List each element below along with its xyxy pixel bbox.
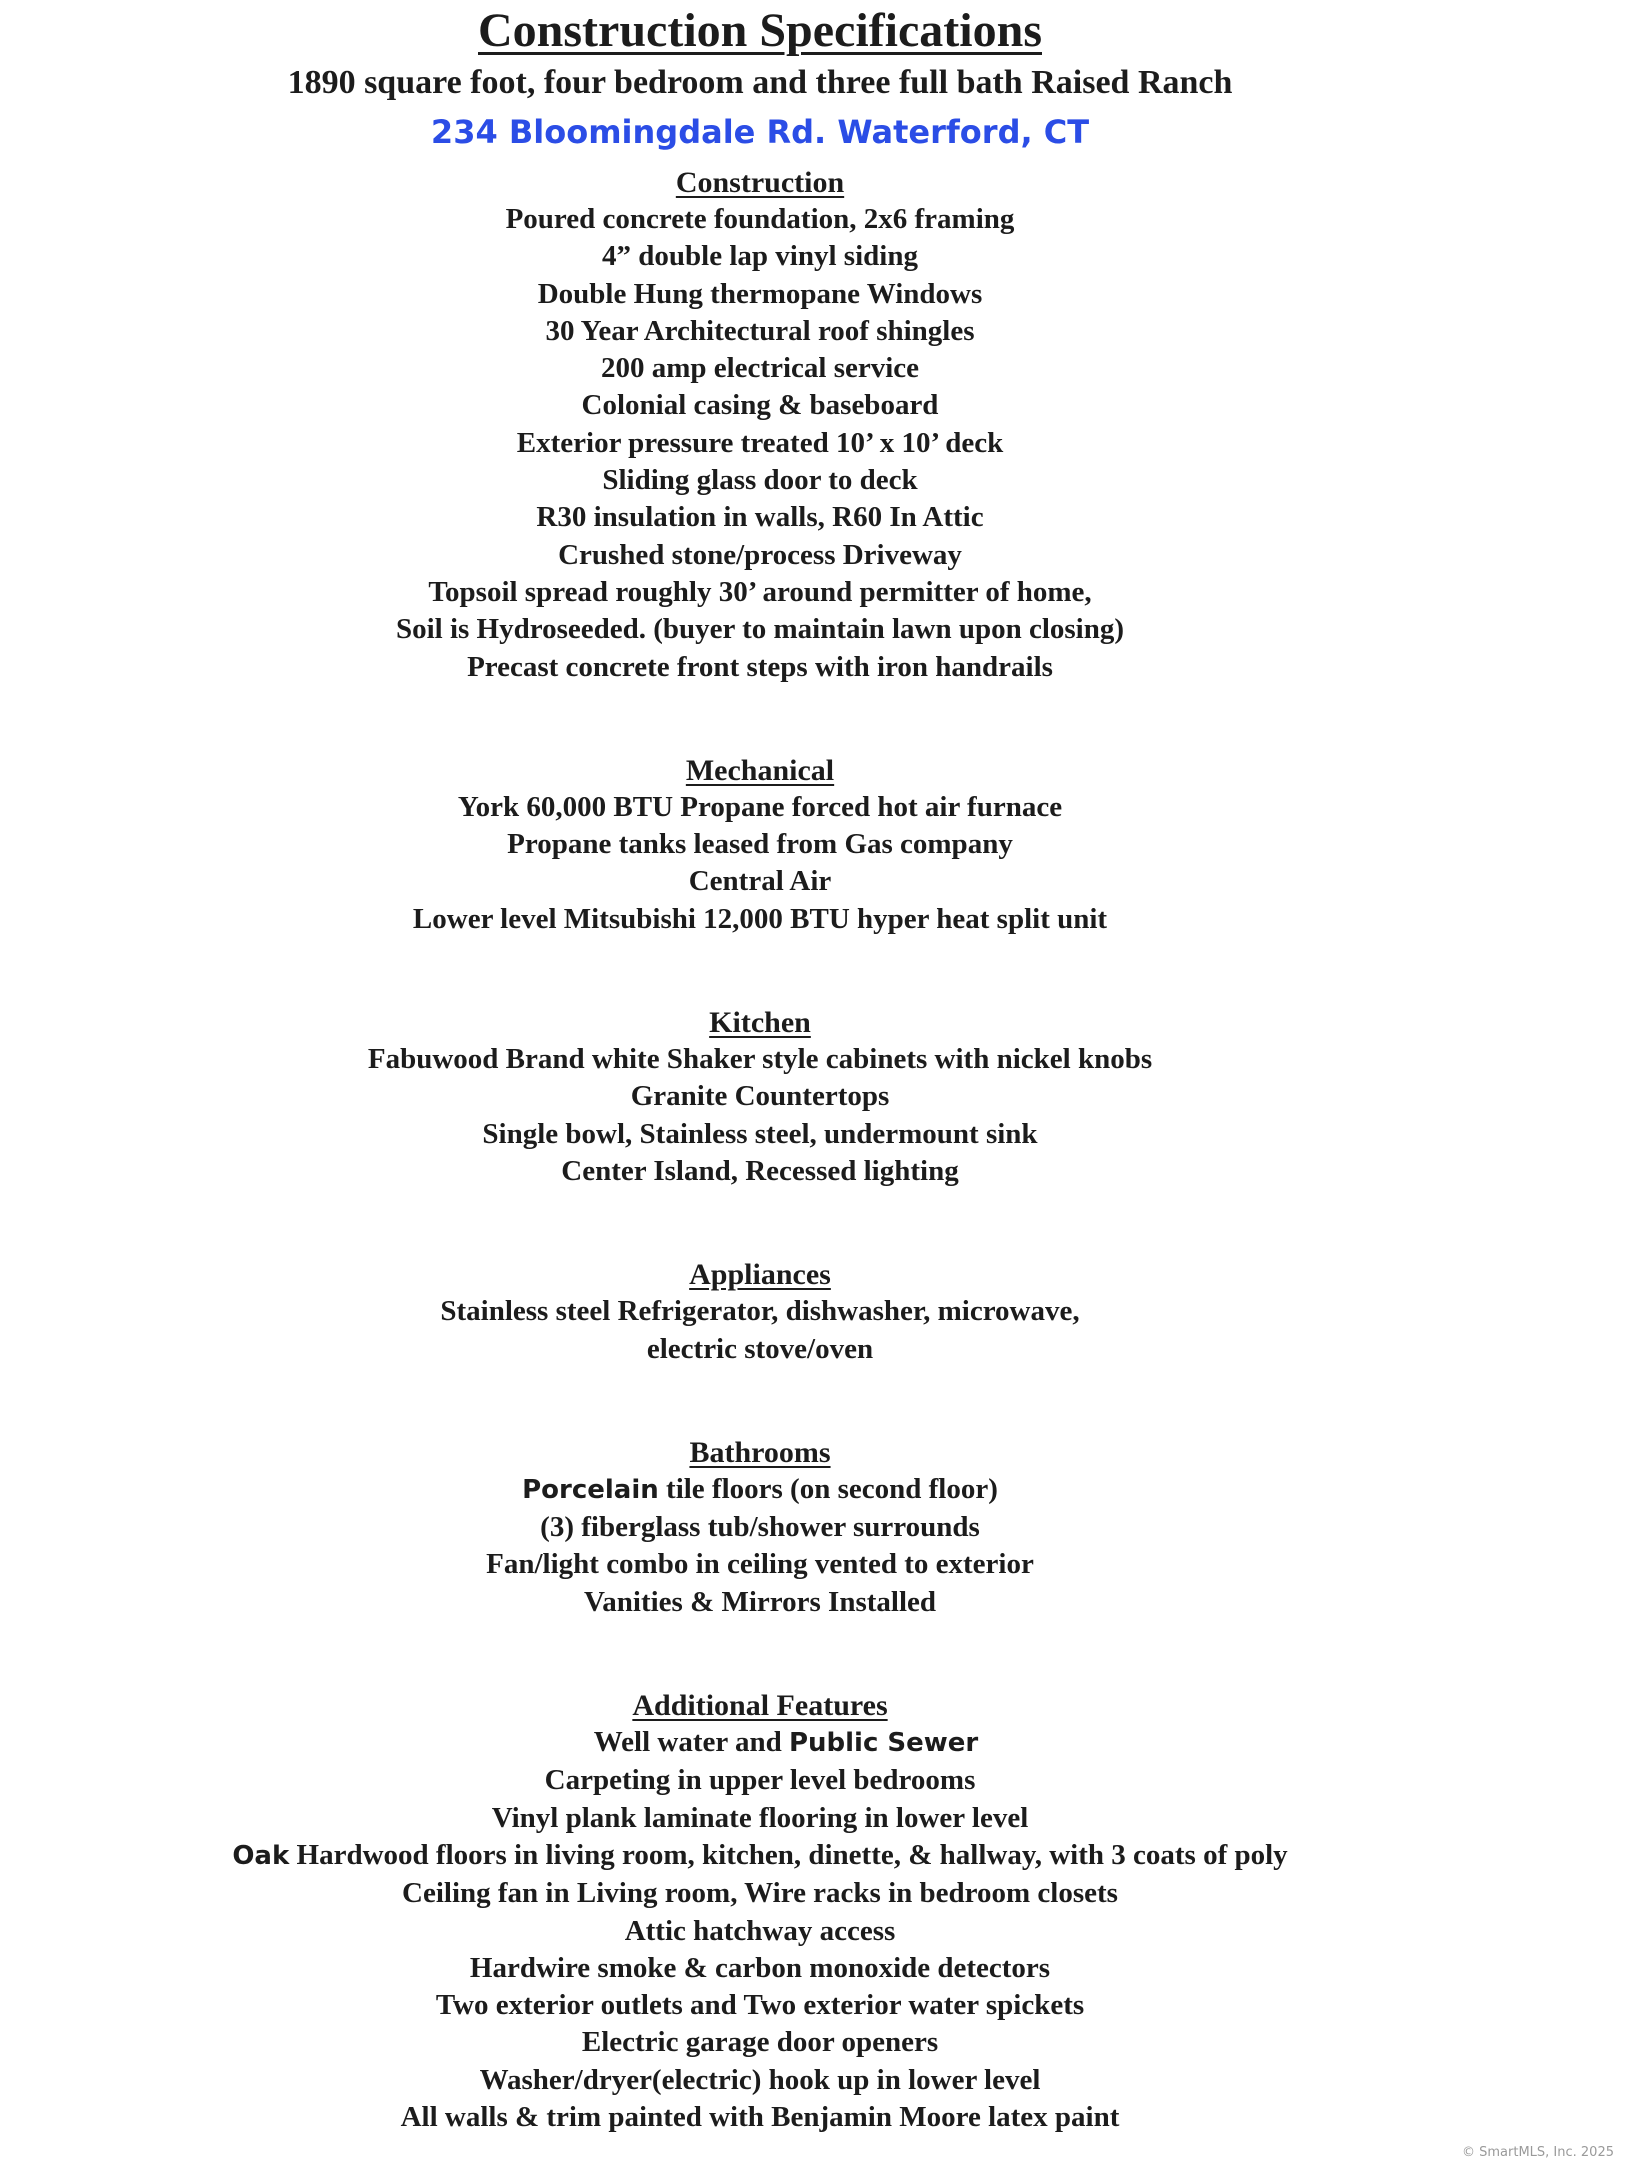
spec-line: Stainless steel Refrigerator, dishwasher, microwave, bbox=[440, 1295, 1080, 1328]
spec-line-text: Well water and bbox=[593, 1726, 789, 1759]
spec-line: Fabuwood Brand white Shaker style cabinets with nickel knobs bbox=[367, 1043, 1153, 1076]
spec-line-text: Hardwood floors in living room, kitchen, dinette, & hallway, with 3 coats of poly bbox=[289, 1838, 1288, 1871]
section-title-bathrooms: Bathrooms bbox=[689, 1435, 831, 1469]
section-title-additional-features: Additional Features bbox=[632, 1689, 888, 1723]
spec-line-text: tile floors (on second floor) bbox=[658, 1472, 998, 1505]
spec-line: R30 insulation in walls, R60 In Attic bbox=[536, 501, 984, 534]
section-kitchen bbox=[0, 1004, 1520, 1190]
page-subtitle: 1890 square foot, four bedroom and three full bath Raised Ranch bbox=[287, 64, 1233, 101]
spec-line: Carpeting in upper level bedrooms bbox=[544, 1764, 976, 1797]
spec-line: 30 Year Architectural roof shingles bbox=[545, 314, 975, 347]
spec-line: Attic hatchway access bbox=[624, 1914, 896, 1947]
spec-line: Lower level Mitsubishi 12,000 BTU hyper heat split unit bbox=[412, 902, 1108, 935]
spec-line: Electric garage door openers bbox=[581, 2026, 939, 2059]
spec-line-emphasis: Porcelain bbox=[522, 1474, 659, 1505]
spec-line: Precast concrete front steps with iron handrails bbox=[467, 650, 1053, 683]
spec-line: Crushed stone/process Driveway bbox=[558, 538, 962, 571]
spec-line: Fan/light combo in ceiling vented to exterior bbox=[486, 1548, 1034, 1581]
spec-line: Soil is Hydroseeded. (buyer to maintain lawn upon closing) bbox=[395, 613, 1125, 646]
spec-line: Topsoil spread roughly 30’ around permitter of home, bbox=[428, 575, 1092, 608]
spec-line: York 60,000 BTU Propane forced hot air furnace bbox=[457, 790, 1063, 823]
spec-line: Double Hung thermopane Windows bbox=[537, 277, 983, 310]
spec-line: All walls & trim painted with Benjamin Moore latex paint bbox=[400, 2100, 1120, 2133]
spec-line: Two exterior outlets and Two exterior water spickets bbox=[435, 1989, 1085, 2022]
spec-line: Granite Countertops bbox=[630, 1080, 890, 1113]
spec-line: Vanities & Mirrors Installed bbox=[583, 1585, 937, 1618]
page-title: Construction Specifications bbox=[478, 4, 1042, 57]
spec-line: Ceiling fan in Living room, Wire racks in bedroom closets bbox=[402, 1877, 1118, 1910]
section-construction bbox=[0, 164, 1520, 686]
copyright-notice: © SmartMLS, Inc. 2025 bbox=[1461, 2145, 1614, 2160]
section-title-construction: Construction bbox=[675, 166, 845, 199]
section-title-kitchen: Kitchen bbox=[709, 1006, 811, 1040]
spec-line bbox=[0, 1837, 1520, 1875]
spec-line-emphasis: Public Sewer bbox=[788, 1728, 979, 1759]
section-additional-features bbox=[0, 1687, 1520, 2136]
spec-line-emphasis: Oak bbox=[232, 1840, 290, 1871]
section-title-appliances: Appliances bbox=[689, 1258, 831, 1292]
spec-line: Hardwire smoke & carbon monoxide detectors bbox=[469, 1951, 1051, 1984]
spec-line bbox=[0, 1724, 1520, 1762]
spec-line: Sliding glass door to deck bbox=[602, 464, 918, 497]
spec-line: Single bowl, Stainless steel, undermount sink bbox=[482, 1117, 1038, 1150]
spec-line: Colonial casing & baseboard bbox=[581, 389, 939, 422]
spec-line: 4” double lap vinyl siding bbox=[602, 240, 918, 273]
spec-line: Propane tanks leased from Gas company bbox=[507, 828, 1013, 861]
spec-line: (3) fiberglass tub/shower surrounds bbox=[540, 1511, 980, 1544]
section-title-mechanical: Mechanical bbox=[685, 753, 835, 787]
spec-line: electric stove/oven bbox=[646, 1332, 874, 1365]
spec-line: Central Air bbox=[688, 865, 832, 898]
spec-line bbox=[0, 1471, 1520, 1509]
section-bathrooms bbox=[0, 1434, 1520, 1621]
section-mechanical bbox=[0, 752, 1520, 938]
spec-line: Vinyl plank laminate flooring in lower level bbox=[491, 1801, 1029, 1834]
spec-line: Center Island, Recessed lighting bbox=[561, 1154, 959, 1187]
property-address: 234 Bloomingdale Rd. Waterford, CT bbox=[430, 113, 1090, 151]
spec-line: Washer/dryer(electric) hook up in lower level bbox=[479, 2063, 1041, 2096]
spec-line: 200 amp electrical service bbox=[600, 352, 920, 385]
section-appliances bbox=[0, 1256, 1520, 1368]
spec-line: Exterior pressure treated 10’ x 10’ deck bbox=[516, 426, 1004, 459]
spec-line: Poured concrete foundation, 2x6 framing bbox=[505, 203, 1015, 235]
